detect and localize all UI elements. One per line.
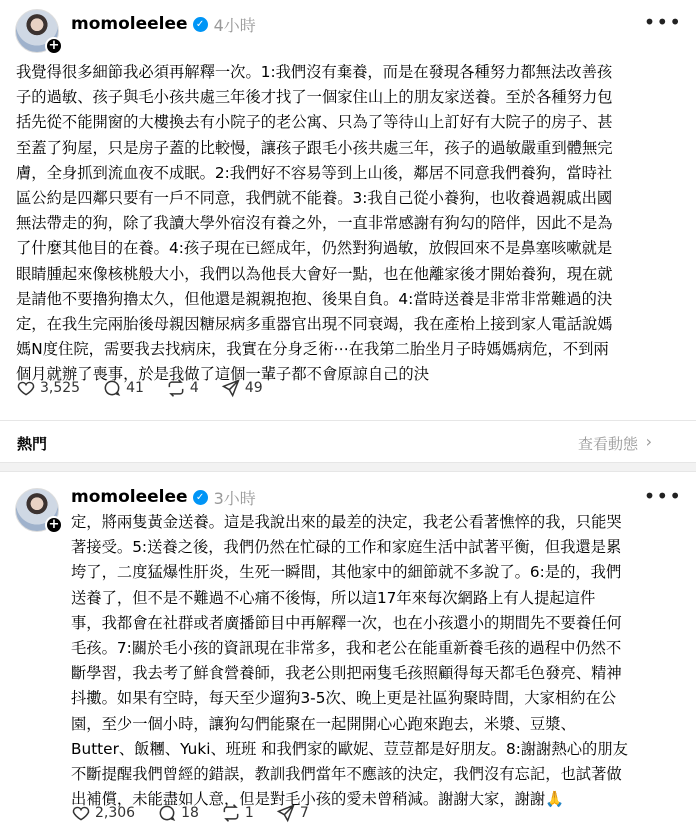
heart-icon	[71, 803, 91, 823]
comment-count: 41	[126, 380, 144, 396]
hot-section-header	[0, 420, 696, 462]
repost-icon	[221, 803, 241, 823]
share-button[interactable]	[276, 803, 309, 823]
action-bar	[71, 803, 331, 823]
action-bar	[16, 378, 285, 398]
thread-post	[0, 480, 696, 832]
repost-button[interactable]	[221, 803, 254, 823]
post-time[interactable]: 3小時	[213, 488, 256, 508]
verified-badge-icon: ✓	[193, 490, 208, 505]
more-horizontal-icon[interactable]: •••	[643, 484, 682, 508]
chevron-right-icon[interactable]: ›	[645, 432, 652, 451]
like-count: 3,525	[40, 380, 81, 396]
like-button[interactable]	[16, 378, 80, 398]
share-icon	[276, 803, 296, 823]
share-icon	[221, 378, 241, 398]
share-count: 7	[299, 805, 309, 821]
repost-icon	[166, 378, 186, 398]
comment-icon	[102, 378, 122, 398]
username[interactable]: momoleelee	[71, 487, 188, 507]
heart-icon	[16, 378, 36, 398]
avatar[interactable]	[15, 488, 59, 532]
hot-label[interactable]: 熱門	[17, 435, 48, 453]
view-activity-link[interactable]: 查看動態	[577, 435, 638, 453]
comment-icon	[157, 803, 177, 823]
follow-plus-icon[interactable]: +	[45, 37, 63, 55]
post-header	[71, 12, 256, 36]
comment-button[interactable]	[102, 378, 144, 398]
verified-badge-icon: ✓	[193, 17, 208, 32]
username[interactable]: momoleelee	[71, 14, 188, 34]
comment-count: 18	[181, 805, 199, 821]
like-count: 2,306	[95, 805, 136, 821]
section-divider	[0, 462, 696, 472]
more-horizontal-icon[interactable]: •••	[643, 10, 682, 34]
post-header	[71, 485, 256, 509]
comment-button[interactable]	[157, 803, 199, 823]
avatar[interactable]	[15, 9, 59, 53]
repost-button[interactable]	[166, 378, 199, 398]
post-text: 我覺得很多細節我必須再解釋一次。1:我們沒有棄養，而是在發現各種努力都無法改善孩 子的過敏、孩子與毛小孩共處三年後才找了一個家住山上的朋友家送養。至於各種努力包 括先從不能開窗的大樓換去有小院子的老公寓、只為了等待山上訂好有大院子的房子、甚 至蓋了狗屋，只是房子蓋的比較慢，讓孩子跟毛小孩共處三年，孩子的過敏嚴重到體無完 膚，全身抓到流血夜不成眠。2:我們好不容易等到上山後，鄰居不同意我們養狗，當時社 區公約是四鄰只要有一戶不同意，我們就不能養。3:我自己從小養狗，也收養過親戚出國 無法帶走的狗，除了我讀大學外宿沒有養之外，一直非常感謝有狗勾的陪伴，因此不是為 了什麼其他目的在養。4:孩子現在已經成年，仍然對狗過敏，放假回來不是鼻塞咳嗽就是 眼睛腫起來像核桃般大小，我們以為他長大會好一點，也在他離家後才開始養狗，現在就 是請他不要擼狗擼太久，但他還是親親抱抱、後果自負。4:當時送養是非常非常難過的決 定，在我生完兩胎後母親因糖尿病多重器官出現不同衰竭，我在產枱上接到家人電話說媽 媽N度住院，需要我去找病床，我實在分身乏術⋯在我第二胎坐月子時媽媽病危，不到兩 個月就辦了喪事，於是我做了這個一輩子都不會原諒自己的決	[16, 63, 613, 384]
share-count: 49	[244, 380, 263, 396]
repost-count: 1	[244, 805, 254, 821]
follow-plus-icon[interactable]: +	[45, 516, 63, 534]
post-text: 定，將兩隻黃金送養。這是我說出來的最差的決定，我老公看著憔悴的我，只能哭 著接受。5:送養之後，我們仍然在忙碌的工作和家庭生活中試著平衡，但我還是累 垮了，二度猛爆性肝炎，生死一瞬間，其他家中的細節就不多說了。6:是的，我們 送養了，但不是不難過不心痛不後悔，所以這17年來每次網路上有人提起這件 事，我都會在社群或者廣播節目中再解釋一次，也在小孩還小的期間先不要養任何 毛孩。7:關於毛小孩的資訊現在非常多，我和老公在能重新養毛孩的過程中仍然不 斷學習，我去考了鮮食營養師，我老公則把兩隻毛孩照顧得每天都毛色發亮、精神 抖擻。如果有空時，每天至少遛狗3-5次、晚上更是社區狗聚時間，大家相約在公 園，至少一個小時，讓狗勾們能聚在一起開開心心跑來跑去，米漿、豆漿、 Butter、飯糰、Yuki、班班 和我們家的歐妮、荳荳都是好朋友。8:謝謝熱心的朋友 不斷提醒我們曾經的錯誤，教訓我們當年不應該的決定，我們沒有忘記，也試著做 出補償，未能盡如人意，但是對毛小孩的愛未曾稍減。謝謝大家，謝謝🙏	[71, 513, 628, 809]
repost-count: 4	[189, 380, 199, 396]
share-button[interactable]	[221, 378, 263, 398]
post-time[interactable]: 4小時	[213, 15, 256, 35]
like-button[interactable]	[71, 803, 135, 823]
